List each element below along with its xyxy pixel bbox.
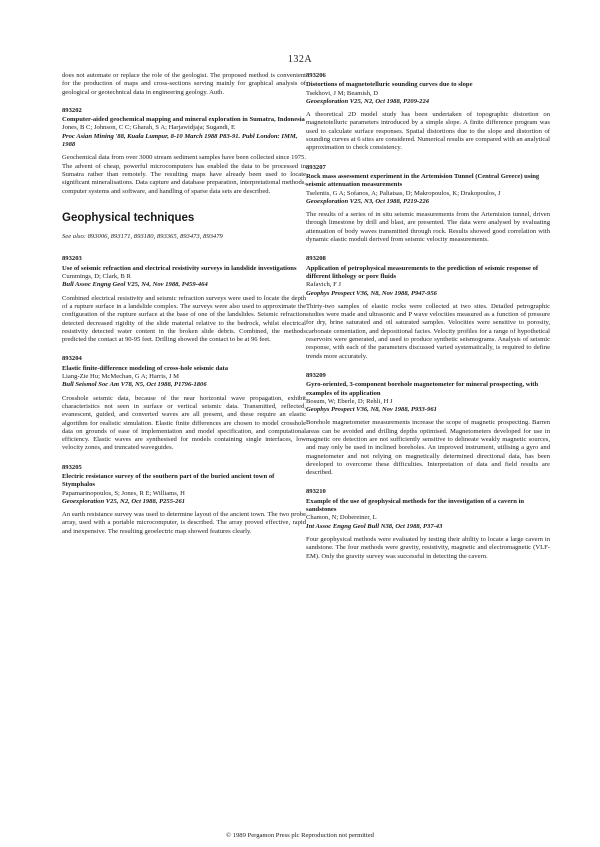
left-column bbox=[62, 72, 306, 547]
entry-abstract: Four geophysical methods were evaluated by testing their ability to locate a large cavern in sandstone. The four methods were gravity, resistivity, magnetic and electromagnetic (VLF-EM). Only the gravity survey was successful in detecting the cavern. bbox=[306, 535, 550, 560]
entry-title: Application of petrophysical measurements to the prediction of seismic response of different lithology or pore fluids bbox=[306, 264, 539, 280]
entry-number: 893206 bbox=[306, 72, 326, 79]
page-number: 132A bbox=[287, 54, 313, 65]
entry-authors: Bosum, W; Eberle, D; Rehli, H J bbox=[306, 397, 393, 405]
right-column bbox=[306, 72, 550, 572]
entry-title: Example of the use of geophysical methods for the investigation of a cavern in sandstones bbox=[306, 497, 525, 514]
abstract-entry bbox=[306, 255, 550, 361]
entry-title: Gyro-oriented, 3-component borehole magnetometer for mineral prospecting, with examples of its application bbox=[306, 381, 539, 397]
abstract-entry bbox=[306, 372, 550, 478]
entry-number: 893209 bbox=[306, 371, 326, 379]
entry-source: Geoexploration V25, N2, Oct 1988, P255-261 bbox=[62, 497, 186, 505]
abstract-entry bbox=[62, 255, 306, 344]
entry-source: Geoexploration V25, N2, Oct 1988, P209-224 bbox=[306, 97, 430, 105]
abstract-entry bbox=[306, 488, 550, 560]
entry-source: Bull Assoc Engng Geol V25, N4, Nov 1988, P459-464 bbox=[62, 281, 208, 289]
entry-authors: Cummings, D; Clark, B R bbox=[62, 273, 131, 281]
entry-authors: Tsekhovi, J M; Beamish, D bbox=[306, 89, 379, 97]
entry-authors: Papamarinopoulos, S; Jones, R E; Williams, H bbox=[62, 489, 185, 497]
entry-authors: Liang-Zie Hu; McMechan, G A; Harris, J M bbox=[62, 373, 180, 381]
entry-abstract: Borehole magnetometer measurements increase the scope of magnetic prospecting. Barren areas can be avoided and drilling depths optimised. Magnetometers developed for use in magnetic ore detection are not sufficiently sensitive to delineate weakly magnetic sources, and may only be used in inclined boreholes. An improved instrument, utilising a gyro and magnetometer and not relying on magnetically determined directional data, has been developed to overcome these difficulties. Interpretation of data and field results are described. bbox=[306, 419, 550, 477]
entry-abstract: Geochemical data from over 3000 stream sediment samples have been collected since 1975. The advent of cheap, powerful microcomputers has enabled the data to be processed in Sumatra rather than remotely. The resulting maps have already been used to locate significant mineralisations. Data capture and database preparation, interpretational methods, computer systems and software, and handling of sparse data sets are described. bbox=[62, 154, 306, 195]
entry-authors: Chamon, N; Dobereiner, L bbox=[306, 514, 377, 522]
abstract-entry bbox=[62, 464, 306, 536]
entry-title: Computer-aided geochemical mapping and mineral exploration in Sumatra, Indonesia bbox=[62, 116, 305, 124]
abstract-entry bbox=[62, 107, 306, 196]
entry-authors: Tselentis, G A; Sofanos, A; Paliatsas, D; Makropoulos, K; Drakopoulos, J bbox=[306, 189, 501, 197]
abstract-entry bbox=[306, 164, 550, 245]
abstract-entry bbox=[62, 355, 306, 452]
entry-number: 893210 bbox=[306, 488, 326, 496]
entry-number: 893203 bbox=[62, 255, 82, 263]
entry-abstract: Crosshole seismic data, because of the near horizontal wave propagation, exhibit characteristics not seen in surface or vertical seismic data. Transmitted, reflected, evanescent, guided, and converted waves are all present, and these require an elastic algorithm for realistic simulation. Elastic finite differences are chosen to model crosshole data on grounds of ease of implementation and model specification, and computational efficiency. Elastic waves are synthesised for models containing single interfaces, low velocity zones, and truncated waveguides. bbox=[62, 394, 306, 452]
entry-abstract: The results of a series of in situ seismic measurements from the Artemision tunnel, driven through limestone by drill and blast, are presented. The data were analysed by evaluating attenuation of body waves transmitted through rock. Results showed good correlation with dynamic elastic moduli derived from seismic velocity measurements. bbox=[306, 211, 550, 244]
entry-source: Proc Asian Mining '88, Kuala Lumpur, 8-10 March 1988 P83-91. Publ London: IMM, 1988 bbox=[62, 132, 298, 149]
entry-number: 893208 bbox=[306, 255, 326, 263]
continued-abstract: does not automate or replace the role of the geologist. The proposed method is convenient for the production of maps and cross-sections serving mainly for graphical analysis of geological or geotechnical data in engineering geology. Auth. bbox=[62, 72, 306, 96]
entry-authors: Jones, B C; Johnson, C C; Gharah, S A; Harjawidjaja; Sugandi, E bbox=[62, 124, 236, 132]
copyright-footer: © 1989 Pergamon Press plc Reproduction not permitted bbox=[226, 832, 374, 839]
entry-title: Elastic finite-difference modeling of cross-hole seismic data bbox=[62, 364, 229, 372]
entry-number: 893207 bbox=[306, 163, 326, 171]
entry-abstract: Thirty-two samples of elastic rocks were collected at two sites. Detailed petrographic studies were made and ultrasonic and P wave velocities measured as a function of pressure for dry, brine saturated and oil saturated samples. Velocities were sensitive to porosity, carbonate cementation, and depositional facies. Velocity profiles for a range of hypothetical reservoirs were generated, and used to produce synthetic seismograms. Analysis of seismic response, with each of the parameters discussed varied systematically, is required to define trends more accurately. bbox=[306, 302, 550, 360]
entry-abstract: A theoretical 2D model study has been undertaken of topographic distortion on magnetotelluric parameters introduced by a simple slope. A finite difference program was used to calculate surface responses. Spatial distortions due to the slope and distortion of sounding curves at 6 sites are considered. Numerical results are compared with an analytical approximation to check consistency. bbox=[306, 111, 550, 152]
entry-title: Distortions of magnetotelluric sounding curves due to slope bbox=[306, 81, 473, 89]
entry-number: 893204 bbox=[62, 355, 82, 363]
entry-number: 893202 bbox=[62, 106, 82, 114]
entry-source: Bull Seismol Soc Am V78, N5, Oct 1988, P1796-1806 bbox=[62, 381, 207, 389]
abstract-entry bbox=[306, 72, 550, 153]
entry-source: Geoexploration V25, N3, Oct 1988, P219-226 bbox=[306, 197, 430, 205]
entry-source: Int Assoc Engng Geol Bull N38, Oct 1988, P37-43 bbox=[306, 522, 443, 530]
entry-number: 893205 bbox=[62, 463, 82, 471]
entry-abstract: Combined electrical resistivity and seismic refraction surveys were used to locate the depth of a rupture surface in a landslide complex. The surveys were also used to approximate the configuration of the rupture surface at the base of one of the landslides. Seismic refraction detected decreased rigidity of the slide material relative to the bedrock, whilst electrical resistivity detected water content in the broken slide debris. Combined, the methods predicted the contact at 90-95 feet. Drilling showed the contact to be at 96 feet. bbox=[62, 294, 306, 344]
see-also: See also: 893006, 893171, 893180, 893365, 893473, 893479 bbox=[62, 233, 223, 241]
entry-title: Electric resistance survey of the southern part of the buried ancient town of Stymphalos bbox=[62, 472, 275, 489]
entry-abstract: An earth resistance survey was used to determine layout of the ancient town. The two probe array, used with a portable microcomputer, is described. The array proved effective, rapid and inexpensive. The resulting geoelectric map showed features clearly. bbox=[62, 511, 306, 535]
entry-title: Rock mass assessment experiment in the Artemision Tunnel (Central Greece) using seismic attenuation measurements bbox=[306, 172, 540, 189]
entry-authors: Rafavich, F J bbox=[306, 281, 341, 289]
entry-title: Use of seismic refraction and electrical resistivity surveys in landslide investigations bbox=[62, 264, 297, 272]
entry-source: Geophys Prospect V36, N8, Nov 1988, P947-956 bbox=[306, 289, 437, 297]
section-heading: Geophysical techniques bbox=[62, 211, 195, 224]
entry-source: Geophys Prospect V36, N8, Nov 1988, P933-961 bbox=[306, 406, 437, 414]
